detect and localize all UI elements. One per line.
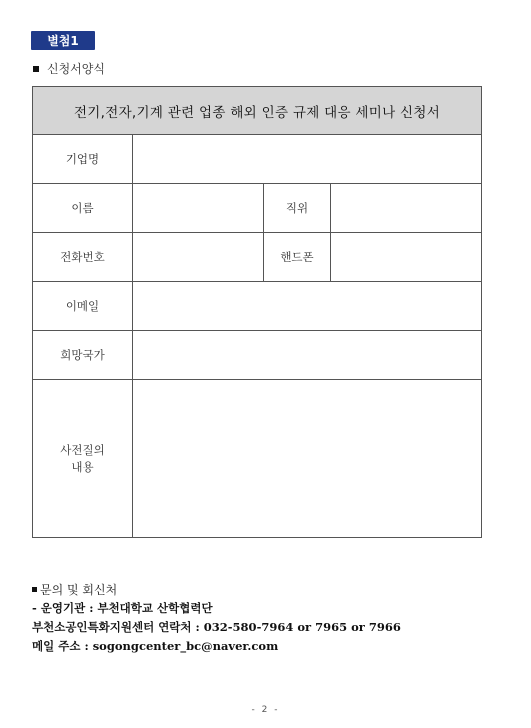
phone-field[interactable] xyxy=(133,233,264,282)
mobile-field[interactable] xyxy=(331,233,482,282)
country-field[interactable] xyxy=(133,331,482,380)
attachment-badge: 별첨1 xyxy=(31,31,95,50)
email-address-line: 메일 주소 : sogongcenter_bc@naver.com xyxy=(32,639,279,653)
question-label-line2: 내용 xyxy=(71,459,94,474)
section-heading xyxy=(33,60,105,77)
name-label: 이름 xyxy=(33,184,133,233)
page-number: - 2 - xyxy=(251,705,280,715)
position-label: 직위 xyxy=(264,184,331,233)
application-form-table xyxy=(32,86,482,538)
center-contact-line: 부천소공인특화지원센터 연락처 : 032-580-7964 or 7965 or 7966 xyxy=(32,620,401,634)
question-field[interactable] xyxy=(133,380,482,538)
phone-label: 전화번호 xyxy=(33,233,133,282)
question-label-line1: 사전질의 xyxy=(60,442,105,457)
company-field[interactable] xyxy=(133,135,482,184)
country-label: 희망국가 xyxy=(33,331,133,380)
bullet-square-icon xyxy=(32,587,37,592)
email-field[interactable] xyxy=(133,282,482,331)
question-label xyxy=(33,380,133,538)
inquiry-heading-text: 문의 및 회신처 xyxy=(40,583,118,597)
position-field[interactable] xyxy=(331,184,482,233)
form-title: 전기,전자,기계 관련 업종 해외 인증 규제 대응 세미나 신청서 xyxy=(33,87,482,135)
name-field[interactable] xyxy=(133,184,264,233)
mobile-label: 핸드폰 xyxy=(264,233,331,282)
bullet-square-icon xyxy=(33,66,39,72)
inquiry-heading xyxy=(32,581,117,598)
section-heading-text: 신청서양식 xyxy=(47,62,105,76)
email-label: 이메일 xyxy=(33,282,133,331)
operator-line: - 운영기관 : 부천대학교 산학협력단 xyxy=(32,601,213,615)
company-label: 기업명 xyxy=(33,135,133,184)
